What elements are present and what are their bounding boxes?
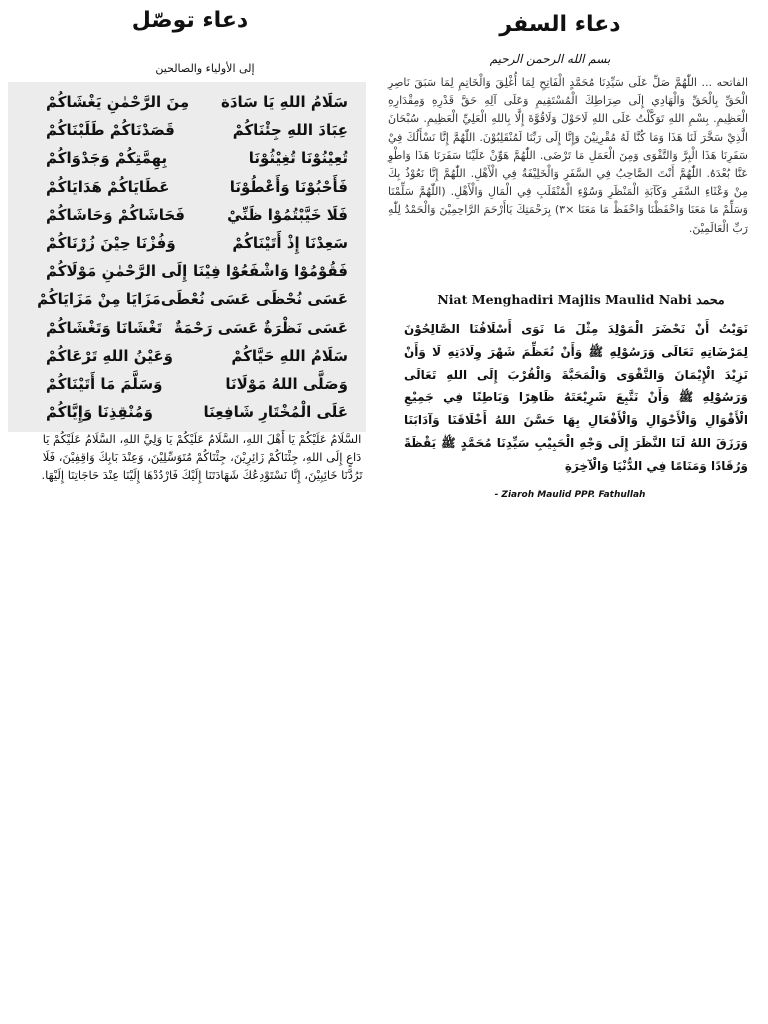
poem-row	[8, 370, 366, 398]
poem-row	[8, 144, 366, 172]
poem-row	[8, 314, 366, 342]
poem-hemistich-left: إِلَى الرَّحْمٰنِ مَوْلَاكُمْ	[46, 262, 188, 281]
poem-hemistich-left: مِنَ الرَّحْمٰنِ يَغْشَاكُمْ	[46, 93, 190, 112]
niat-text: نَوَيْتُ أَنْ نَحْضَرَ الْمَوْلِدَ مِثْلَ مَا نَوَى أَسْلَافُنَا الصَّالِحُوْنَ لِمَرْضَاتِهِ تَعَالَى وَرَسُوْلِهِ ﷺ وَأَنْ نُعَظِّمَ شَهْرَ وِلَادَتِهِ لَا وَأَنْ نَزِيْدَ الْإِيْمَانَ وَالتَّقْوَى وَالْمَحَبَّةَ وَالْقُرْبَ إِلَى اللهِ تَعَالَى وَرَسُوْلِهِ ﷺ وَأَنْ نَتَّبِعَ شَرِيْعَتَهُ ظَاهِرًا وَبَاطِنًا فِي جَمِيْعِ الْأَقْوَالِ وَالْأَحْوَالِ وَالْأَفْعَالِ بِهَا حَسَّنَ اللهُ أَخْلَاقَنَا وَآدَابَنَا وَرَزَقَ اللهُ لَنَا النَّظَرَ إِلَى وَجْهِ الْحَبِيْبِ سَيِّدِنَا مُحَمَّدٍ ﷺ يَقْظَةً وَرُقَادًا وَمَنَامًا فِي الدُّنْيَا وَالْآخِرَةِ	[404, 322, 748, 473]
poem-block	[8, 82, 366, 432]
tawassul-subtitle: إلى الأولياء والصالحين	[155, 62, 255, 75]
poem-hemistich-left: قَصَدْنَاكُمْ طَلَبْنَاكُمْ	[46, 121, 175, 140]
poem-hemistich-right: فَأَحْبُوْنَا وَأَعْطُوْنَا	[229, 177, 348, 196]
poem-hemistich-left: وَمُنْقِذِنَا وَإِيَّاكُمْ	[46, 403, 153, 422]
poem-row	[8, 342, 366, 370]
poem-hemistich-left: وَفُزْنَا حِيْنَ زُرْنَاكُمْ	[46, 234, 176, 253]
poem-row	[8, 398, 366, 426]
niat-heading: Niat Menghadiri Majlis Maulid Nabi محمد	[437, 292, 725, 307]
poem-row	[8, 257, 366, 285]
poem-hemistich-left: بِهِمَّتِكُمْ وَجَدْوَاكُمْ	[46, 149, 168, 168]
poem-hemistich-right: عَسَى نُحْظَى عَسَى نُعْطَى	[160, 290, 348, 309]
credit-line: - Ziaroh Maulid PPP. Fathullah	[494, 490, 646, 500]
closing-salam-text: السَّلَامُ عَلَيْكُمْ يَا أَهْلَ اللهِ، السَّلَامُ عَلَيْكُمْ يَا وَلِيَّ اللهِ، السَّلَامُ عَلَيْكُمْ يَا دَاعٍ إِلَى اللهِ، جِئْنَاكُمْ زَائِرِيْنَ، جِئْنَاكُمْ مُتَوَسِّلِيْنَ، وَعِنْدَ بَابِكَ وَاقِفِيْنَ، فَلَا تَرُدَّنَا خَائِبِيْنَ، إِنَّا نَسْتَوْدِعُكَ شَهَادَتَنَا إِلَيْكَ فَارْدُدْهَا إِلَيْنَا عِنْدَ حَاجَاتِنَا إِلَيْهَا.	[41, 432, 363, 482]
poem-hemistich-left: مَزَايَا مِنْ مَزَايَاكُمْ	[37, 290, 161, 309]
poem-row	[8, 116, 366, 144]
poem-row	[8, 201, 366, 229]
poem-row	[8, 173, 366, 201]
poem-hemistich-right: سَلَامُ اللهِ حَيَّاكُمْ	[231, 346, 348, 365]
poem-hemistich-left: تَغْشَانَا وَتَغْشَاكُمْ	[46, 318, 163, 337]
poem-hemistich-left: وَسَلَّمَ مَا أَتَيْنَاكُمْ	[46, 374, 163, 393]
basmala: بسم الله الرحمن الرحيم	[489, 52, 611, 66]
poem-hemistich-right: فَقُوْمُوْا وَاشْفَعُوْا فِيْنَا	[192, 262, 348, 281]
poem-hemistich-right: عَلَى الْمُخْتَارِ شَافِعِنَا	[203, 403, 348, 422]
poem-hemistich-left: وَعَيْنُ اللهِ تَرْعَاكُمْ	[46, 346, 173, 365]
poem-row	[8, 229, 366, 257]
poem-hemistich-right: عَسَى نَظْرَةٌ عَسَى رَحْمَةٌ	[173, 318, 348, 337]
poem-hemistich-left: فَحَاشَاكُمْ وَحَاشَاكُمْ	[46, 205, 185, 224]
poem-hemistich-right: فَلَا خَيَّبْتُمُوْا ظَنِّيْ	[227, 205, 348, 224]
poem-hemistich-right: سَلَامُ اللهِ يَا سَادَة	[221, 93, 348, 112]
poem-hemistich-right: تُعِيْنُوْنَا تُغِيْثُوْنَا	[248, 149, 348, 168]
safar-title: دعاء السفر	[499, 12, 621, 37]
poem-hemistich-left: عَطَايَاكُمْ هَدَايَاكُمْ	[46, 177, 170, 196]
tawassul-title: دعاء توصّل	[131, 8, 249, 33]
poem-row	[8, 285, 366, 313]
safar-prayer-text: الفاتحه ... اللّٰهُمَّ صَلِّ عَلَى سَيِّدِنَا مُحَمَّدٍ الْفَاتِحِ لِمَا أُغْلِقَ وَالْخَاتِمِ لِمَا سَبَقَ نَاصِرِ الْحَقِّ بِالْحَقِّ وَالْهَادِي إِلَى صِرَاطِكَ الْمُسْتَقِيمِ وَعَلَى آلِهِ حَقَّ قَدْرِهِ وَمِقْدَارِهِ الْعَظِيمِ. بِسْمِ اللهِ تَوَكَّلْتُ عَلَى اللهِ لَاحَوْلَ وَلَاقُوَّةَ إِلَّا بِاللهِ الْعَلِيِّ الْعَظِيمِ. سُبْحَانَ الَّذِيْ سَخَّرَ لَنَا هَذَا وَمَا كُنَّا لَهُ مُقْرِنِيْنَ وَإِنَّا إِلَى رَبِّنَا لَمُنْقَلِبُوْنَ. اللّٰهُمَّ إِنَّا نَسْأَلُكَ فِيْ سَفَرِنَا هَذَا الْبِرَّ وَالتَّقْوَى وَمِنَ الْعَمَلِ مَا تَرْضَى. اللّٰهُمَّ هَوِّنْ عَلَيْنَا سَفَرَنَا هَذَا وَاطْوِ عَنَّا بُعْدَهُ. اللّٰهُمَّ أَنْتَ الصَّاحِبُ فِي السَّفَرِ وَالْخَلِيْفَةُ فِي الْأَهْلِ. اللّٰهُمَّ إِنَّا نَعُوْذُ بِكَ مِنْ وَعْثَاءِ السَّفَرِ وَكَآبَةِ الْمَنْظَرِ وَسُوْءِ الْمُنْقَلَبِ فِي الْمَالِ وَالْأَهْلِ. (اللّٰهُمَّ سَلِّمْنَا وَسَلِّمْ مَا مَعَنَا وَاحْفَظْنَا وَاحْفَظْ مَا مَعَنَا ×٣) بِرَحْمَتِكَ يَاأَرْحَمَ الرَّاحِمِيْنَ وَالْحَمْدُ لِلّٰهِ رَبِّ الْعَالَمِيْنَ.	[388, 76, 748, 235]
poem-hemistich-right: عِبَادَ اللهِ جِئْنَاكُمْ	[232, 121, 348, 140]
poem-hemistich-right: سَعِدْنَا إِذْ أَتَيْنَاكُمْ	[232, 234, 348, 253]
poem-hemistich-right: وَصَلَّى اللهُ مَوْلَانَا	[225, 374, 348, 393]
poem-row	[8, 88, 366, 116]
